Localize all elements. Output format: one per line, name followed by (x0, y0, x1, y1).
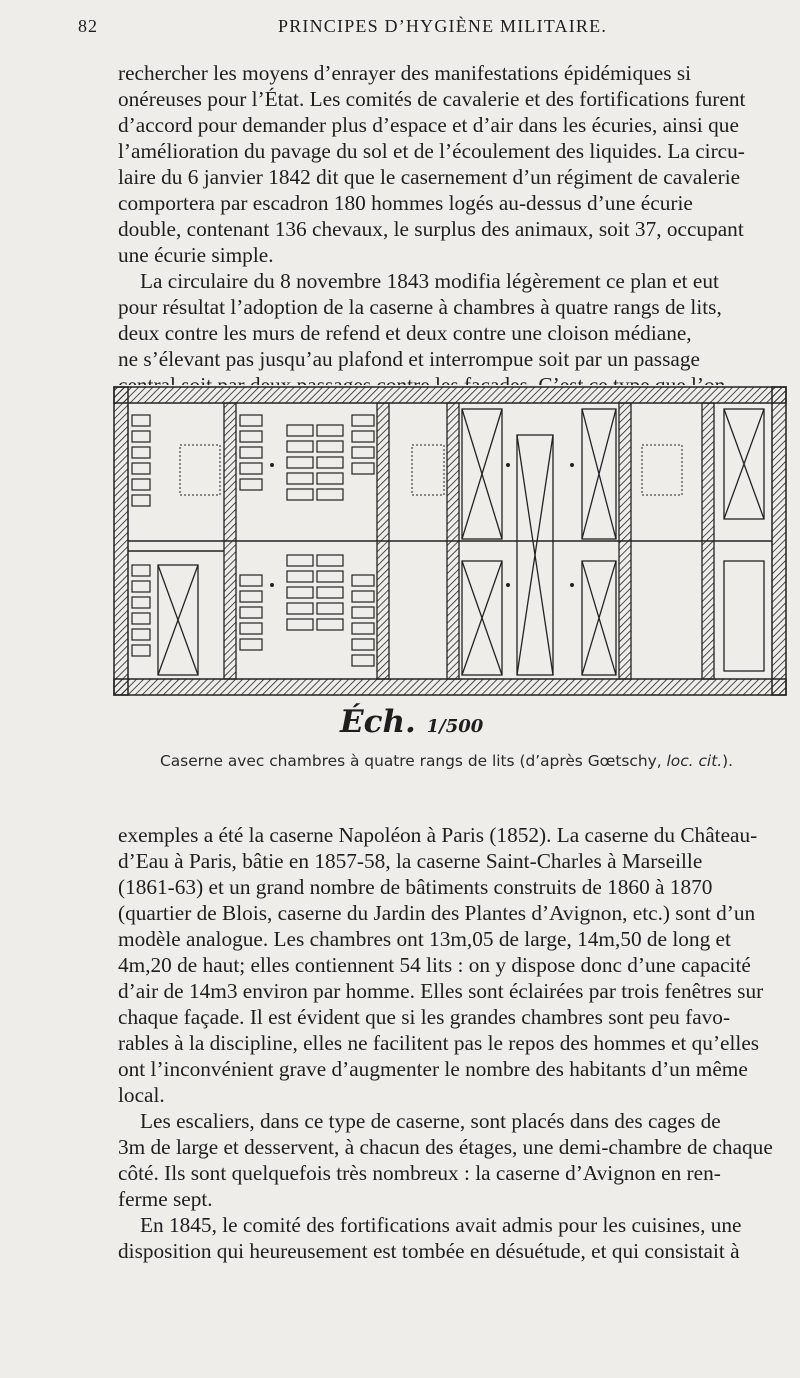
text-line: (1861-63) et un grand nombre de bâtiments construits de 1860 à 1870 (118, 875, 713, 899)
floor-plan-drawing (112, 385, 788, 703)
text-line: l’amélioration du pavage du sol et de l’écoulement des liquides. La circu- (118, 139, 745, 163)
text-line: une écurie simple. (118, 243, 274, 267)
text-line: ferme sept. (118, 1187, 213, 1211)
text-line: (quartier de Blois, caserne du Jardin des Plantes d’Avignon, etc.) sont d’un (118, 901, 756, 925)
text-line: exemples a été la caserne Napoléon à Paris (1852). La caserne du Château- (118, 823, 758, 847)
scale-value: 1/500 (426, 716, 484, 737)
caption-main: Caserne avec chambres à quatre rangs de lits (d’après Gœtschy, (160, 752, 667, 770)
text-line: d’accord pour demander plus d’espace et d’air dans les écuries, ainsi que (118, 113, 739, 137)
text-line: ne s’élevant pas jusqu’au plafond et interrompue soit par un passage (118, 347, 700, 371)
text-line: onéreuses pour l’État. Les comités de cavalerie et des fortifications furent (118, 87, 746, 111)
text-line: ont l’inconvénient grave d’augmenter le nombre des habitants d’un même (118, 1057, 748, 1081)
text-line: d’Eau à Paris, bâtie en 1857-58, la caserne Saint-Charles à Marseille (118, 849, 703, 873)
text-line: 4m,20 de haut; elles contiennent 54 lits : on y dispose donc d’une capacité (118, 953, 751, 977)
text-line: rechercher les moyens d’enrayer des manifestations épidémiques si (118, 61, 692, 85)
page-number: 82 (78, 16, 98, 36)
text-line: modèle analogue. Les chambres ont 13m,05 de large, 14m,50 de long et (118, 927, 731, 951)
text-line: deux contre les murs de refend et deux contre une cloison médiane, (118, 321, 692, 345)
text-line: 3m de large et desservent, à chacun des étages, une demi-chambre de chaque (118, 1135, 773, 1159)
text-line: Les escaliers, dans ce type de caserne, sont placés dans des cages de (140, 1109, 721, 1133)
text-line: laire du 6 janvier 1842 dit que le casernement d’un régiment de cavalerie (118, 165, 741, 189)
text-line: En 1845, le comité des fortifications avait admis pour les cuisines, une (140, 1213, 742, 1237)
text-line: La circulaire du 8 novembre 1843 modifia légèrement ce plan et eut (140, 269, 719, 293)
caption-ref: loc. cit. (666, 752, 723, 770)
barracks-floor-plan (112, 385, 788, 703)
text-line: chaque façade. Il est évident que si les grandes chambres sont peu favo- (118, 1005, 731, 1029)
text-line: disposition qui heureusement est tombée en désuétude, et qui consistait à (118, 1239, 740, 1263)
page-header (78, 8, 788, 38)
text-line: comportera par escadron 180 hommes logés au-dessus d’une écurie (118, 191, 693, 215)
text-line: double, contenant 136 chevaux, le surplus des animaux, soit 37, occupant (118, 217, 744, 241)
scale-prefix: Éch. (340, 704, 416, 740)
text-line: d’air de 14m3 environ par homme. Elles sont éclairées par trois fenêtres sur (118, 979, 764, 1003)
text-line: rables à la discipline, elles ne facilitent pas le repos des hommes et qu’elles (118, 1031, 760, 1055)
text-line: local. (118, 1083, 165, 1107)
running-title: PRINCIPES D’HYGIÈNE MILITAIRE. (278, 16, 608, 36)
figure-caption (160, 752, 733, 770)
text-block-bottom (118, 822, 781, 1264)
text-line: pour résultat l’adoption de la caserne à chambres à quatre rangs de lits, (118, 295, 722, 319)
text-line: côté. Ils sont quelquefois très nombreux : la caserne d’Avignon en ren- (118, 1161, 721, 1185)
scale-label (340, 704, 483, 740)
text-block-top (118, 60, 781, 424)
caption-end: ). (722, 752, 734, 770)
